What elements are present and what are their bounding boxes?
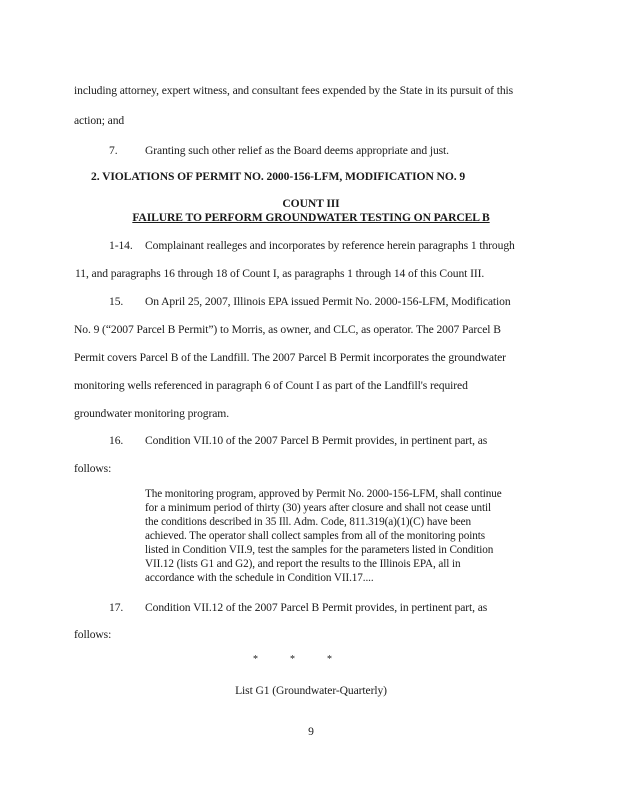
block-quote-line-3: the conditions described in 35 Ill. Adm. Code, 811.319(a)(1)(C) have been bbox=[145, 516, 471, 528]
count-subtitle-text: FAILURE TO PERFORM GROUNDWATER TESTING ON PARCEL B bbox=[132, 211, 490, 224]
paragraph-1-14-line-2: 11, and paragraphs 16 through 18 of Count I, as paragraphs 1 through 14 of this Count III. bbox=[75, 267, 485, 280]
paragraph-15-line-4: monitoring wells referenced in paragraph 6 of Count I as part of the Landfill's required bbox=[74, 379, 468, 392]
paragraph-15-line-3: Permit covers Parcel B of the Landfill. The 2007 Parcel B Permit incorporates the groundwater bbox=[74, 351, 506, 364]
paragraph-15-number: 15. bbox=[109, 295, 124, 308]
block-quote-line-6: VII.12 (lists G1 and G2), and report the results to the Illinois EPA, all in bbox=[145, 558, 461, 570]
item-7-number: 7. bbox=[109, 144, 118, 157]
list-g1-title: List G1 (Groundwater-Quarterly) bbox=[235, 684, 387, 697]
page-number: 9 bbox=[308, 725, 314, 738]
paragraph-15-line-5: groundwater monitoring program. bbox=[74, 407, 229, 420]
block-quote-line-1: The monitoring program, approved by Permit No. 2000-156-LFM, shall continue bbox=[145, 488, 502, 500]
paragraph-16-line-2: follows: bbox=[74, 462, 112, 475]
block-quote-line-4: achieved. The operator shall collect samples from all of the monitoring points bbox=[145, 530, 485, 542]
omission-asterisk: * bbox=[290, 654, 295, 665]
block-quote-line-2: for a minimum period of thirty (30) years after closure and shall not cease until bbox=[145, 502, 492, 514]
omission-asterisk: * bbox=[253, 654, 258, 665]
paragraph-6-continuation-line-1: including attorney, expert witness, and consultant fees expended by the State in its pursuit of this bbox=[74, 84, 514, 97]
omission-asterisk: * bbox=[327, 654, 332, 665]
paragraph-17-line-2: follows: bbox=[74, 628, 112, 641]
paragraph-16-line-1: Condition VII.10 of the 2007 Parcel B Permit provides, in pertinent part, as bbox=[145, 434, 488, 447]
paragraph-1-14-line-1: Complainant realleges and incorporates by reference herein paragraphs 1 through bbox=[145, 239, 515, 252]
paragraph-15-line-2: No. 9 (“2007 Parcel B Permit”) to Morris, as owner, and CLC, as operator. The 2007 Parcel B bbox=[74, 323, 501, 336]
section-heading: 2. VIOLATIONS OF PERMIT NO. 2000-156-LFM, MODIFICATION NO. 9 bbox=[91, 170, 466, 183]
paragraph-1-14-number: 1-14. bbox=[109, 239, 133, 252]
block-quote-line-7: accordance with the schedule in Condition VII.17.... bbox=[145, 572, 374, 584]
count-title: COUNT III bbox=[282, 197, 340, 210]
item-7-text: Granting such other relief as the Board deems appropriate and just. bbox=[145, 144, 449, 157]
count-subtitle bbox=[0, 211, 622, 225]
block-quote-line-5: listed in Condition VII.9, test the samples for the parameters listed in Condition bbox=[145, 544, 494, 556]
paragraph-6-continuation-line-2: action; and bbox=[74, 114, 125, 127]
paragraph-17-number: 17. bbox=[109, 601, 124, 614]
paragraph-17-line-1: Condition VII.12 of the 2007 Parcel B Permit provides, in pertinent part, as bbox=[145, 601, 488, 614]
paragraph-16-number: 16. bbox=[109, 434, 124, 447]
paragraph-15-line-1: On April 25, 2007, Illinois EPA issued Permit No. 2000-156-LFM, Modification bbox=[145, 295, 511, 308]
